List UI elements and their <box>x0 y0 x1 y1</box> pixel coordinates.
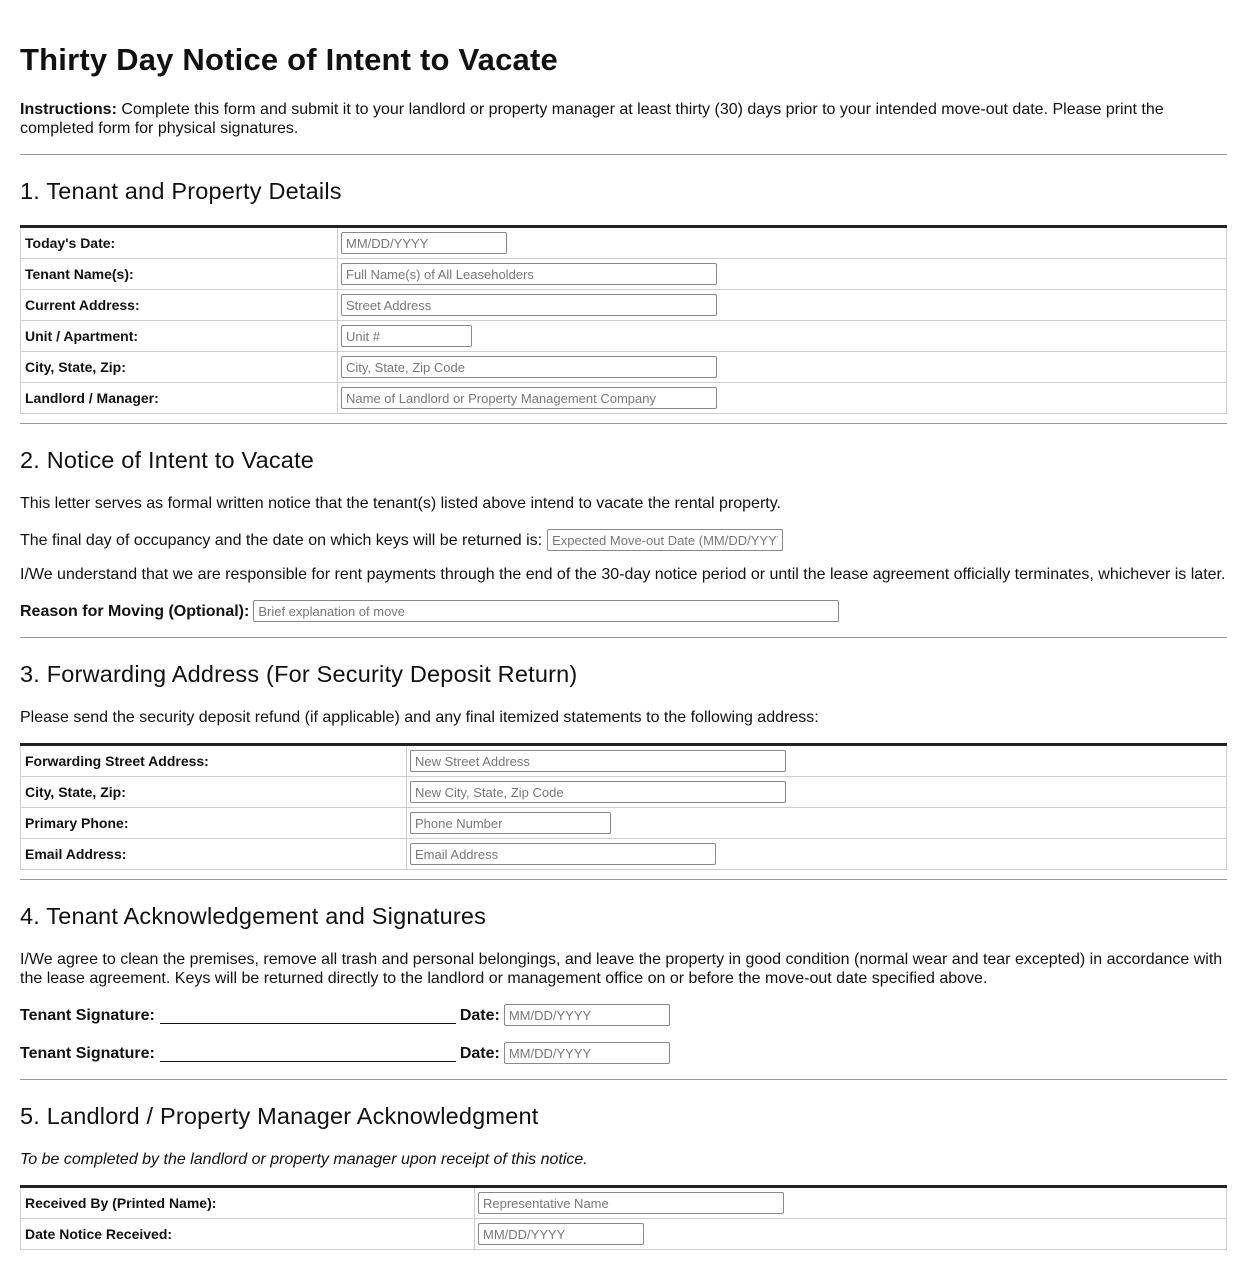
signature-label: Tenant Signature: <box>20 1044 155 1062</box>
row-label: Tenant Name(s): <box>21 259 338 290</box>
table-row <box>21 839 1227 870</box>
row-value <box>338 383 1227 414</box>
signature-date-input[interactable] <box>504 1042 670 1064</box>
table-row <box>21 259 1227 290</box>
table-row <box>21 808 1227 839</box>
table-row <box>21 1187 1227 1219</box>
table-row <box>21 290 1227 321</box>
received-by-input[interactable] <box>478 1192 784 1214</box>
table-row <box>21 321 1227 352</box>
date-label: Date: <box>459 1044 500 1062</box>
acknowledgement-text: I/We agree to clean the premises, remove all trash and personal belongings, and leave the property in good condition (normal wear and tear excepted) in accordance with the lease agreement. Keys will be returned directly to the landlord or management office on or before the move-out date specified above. <box>20 951 1223 987</box>
section1-heading: 1. Tenant and Property Details <box>20 178 342 204</box>
row-label: Primary Phone: <box>21 808 407 839</box>
row-value <box>338 290 1227 321</box>
section5-heading: 5. Landlord / Property Manager Acknowledgment <box>20 1103 539 1129</box>
reason-input[interactable] <box>253 600 839 622</box>
notice-statement: This letter serves as formal written notice that the tenant(s) listed above intend to vacate the rental property. <box>20 495 781 512</box>
instructions-label: Instructions: <box>20 101 117 118</box>
landlord-input[interactable] <box>341 387 717 409</box>
email-input[interactable] <box>410 843 716 865</box>
signature-label: Tenant Signature: <box>20 1006 155 1024</box>
section4-heading: 4. Tenant Acknowledgement and Signatures <box>20 903 487 929</box>
forwarding-city-input[interactable] <box>410 781 786 803</box>
row-value <box>407 808 1227 839</box>
row-label: Current Address: <box>21 290 338 321</box>
forwarding-instructions: Please send the security deposit refund (if applicable) and any final itemized statements to the following address: <box>20 709 819 726</box>
divider <box>20 1079 1227 1080</box>
row-label: Date Notice Received: <box>21 1219 475 1250</box>
rent-responsibility-text: I/We understand that we are responsible for rent payments through the end of the 30-day notice period or until the lease agreement officially terminates, whichever is later. <box>20 566 1226 583</box>
landlord-ack-table <box>20 1185 1227 1250</box>
move-out-date-input[interactable] <box>547 529 783 551</box>
todays-date-input[interactable] <box>341 232 507 254</box>
row-value <box>338 321 1227 352</box>
divider <box>20 154 1227 155</box>
move-out-row <box>20 529 1227 551</box>
city-state-zip-input[interactable] <box>341 356 717 378</box>
row-value <box>407 839 1227 870</box>
table-row <box>21 1219 1227 1250</box>
tenant-details-table <box>20 225 1227 414</box>
instructions <box>20 100 1180 138</box>
row-value <box>475 1219 1227 1250</box>
signature-row <box>20 1004 1227 1026</box>
current-address-input[interactable] <box>341 294 717 316</box>
signature-row <box>20 1042 1227 1064</box>
table-row <box>21 352 1227 383</box>
row-label: Landlord / Manager: <box>21 383 338 414</box>
row-value <box>407 777 1227 808</box>
date-received-input[interactable] <box>478 1223 644 1245</box>
reason-row <box>20 600 1227 622</box>
reason-label: Reason for Moving (Optional): <box>20 602 250 620</box>
signature-date-input[interactable] <box>504 1004 670 1026</box>
table-row <box>21 383 1227 414</box>
date-label: Date: <box>459 1006 500 1024</box>
phone-input[interactable] <box>410 812 611 834</box>
instructions-text: Complete this form and submit it to your landlord or property manager at least thirty (30) days prior to your intended move-out date. Please print the completed form for physical signatures. <box>20 101 1164 137</box>
row-value <box>407 745 1227 777</box>
row-value <box>338 352 1227 383</box>
divider <box>20 637 1227 638</box>
tenant-names-input[interactable] <box>341 263 717 285</box>
unit-input[interactable] <box>341 325 472 347</box>
row-label: City, State, Zip: <box>21 777 407 808</box>
final-day-text: The final day of occupancy and the date on which keys will be returned is: <box>20 531 543 549</box>
section2-heading: 2. Notice of Intent to Vacate <box>20 447 315 473</box>
table-row <box>21 777 1227 808</box>
row-label: Today's Date: <box>21 227 338 259</box>
divider <box>20 879 1227 880</box>
section3-heading: 3. Forwarding Address (For Security Deposit Return) <box>20 661 578 687</box>
row-value <box>475 1187 1227 1219</box>
row-label: City, State, Zip: <box>21 352 338 383</box>
table-row <box>21 745 1227 777</box>
row-label: Received By (Printed Name): <box>21 1187 475 1219</box>
forwarding-address-table <box>20 743 1227 870</box>
landlord-note: To be completed by the landlord or property manager upon receipt of this notice. <box>20 1151 588 1168</box>
forwarding-street-input[interactable] <box>410 750 786 772</box>
signature-line[interactable] <box>160 1045 456 1062</box>
row-label: Forwarding Street Address: <box>21 745 407 777</box>
table-row <box>21 227 1227 259</box>
page-title: Thirty Day Notice of Intent to Vacate <box>20 42 558 77</box>
divider <box>20 423 1227 424</box>
signature-line[interactable] <box>160 1007 456 1024</box>
row-value <box>338 227 1227 259</box>
row-label: Unit / Apartment: <box>21 321 338 352</box>
row-label: Email Address: <box>21 839 407 870</box>
row-value <box>338 259 1227 290</box>
